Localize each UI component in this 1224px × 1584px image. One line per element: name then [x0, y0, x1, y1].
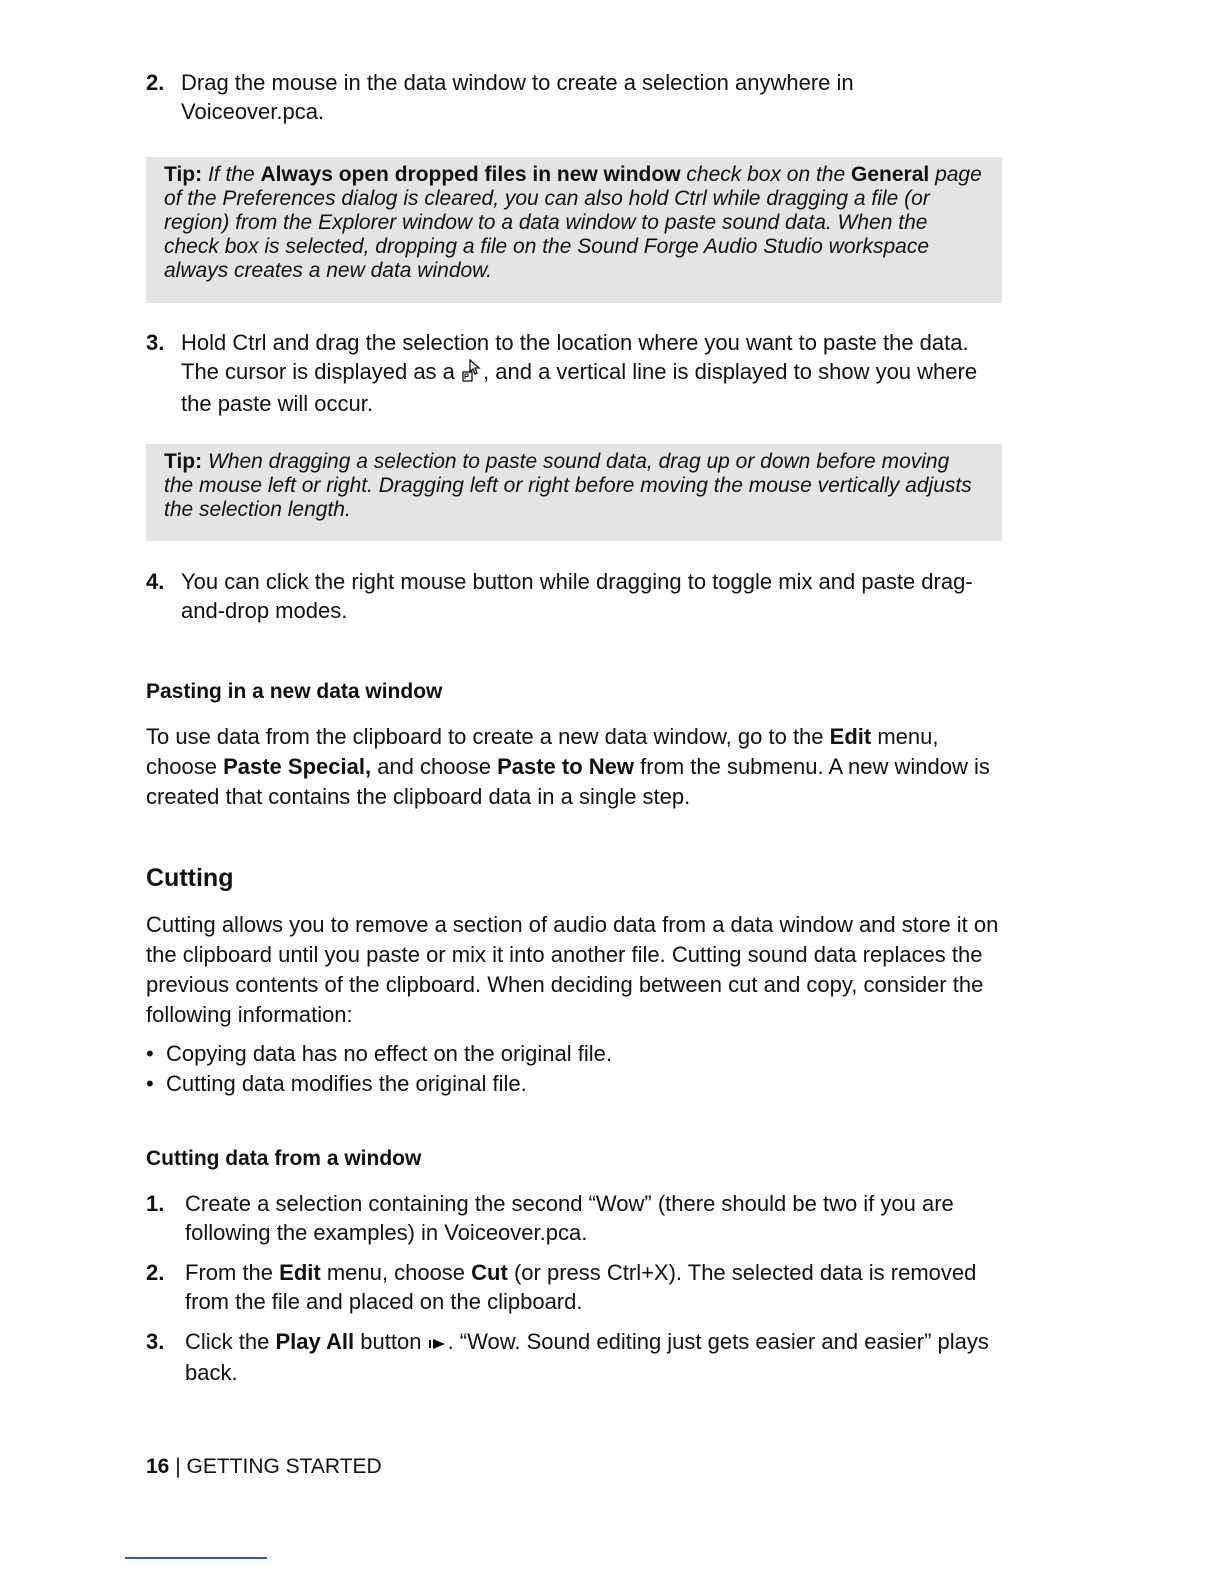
footer-section: GETTING STARTED: [186, 1455, 382, 1478]
step-text: Click the: [185, 1329, 270, 1354]
play-all-icon: [428, 1329, 448, 1358]
bold-text: Play All: [275, 1329, 355, 1354]
step-text: menu, choose: [326, 1260, 466, 1285]
step-3-hold-ctrl: [146, 328, 1006, 418]
step-text: From the: [185, 1260, 274, 1285]
step-1-create-selection: [146, 1189, 1006, 1247]
step-text: Create a selection containing the second “Wow” (there should be two if you are: [185, 1191, 954, 1216]
footer-separator: |: [169, 1455, 187, 1478]
step-number: 3.: [146, 330, 165, 355]
step-text: Hold Ctrl and drag the selection to the location where you want to paste the data.: [181, 330, 969, 355]
tip-label: Tip:: [164, 450, 203, 473]
step-text: Voiceover.pca.: [181, 99, 325, 124]
paste-cursor-icon: [461, 358, 483, 389]
tip-text: If the: [207, 163, 255, 186]
bold-text: Paste to New: [497, 754, 635, 779]
step-text: from the file and placed on the clipboard.: [185, 1289, 583, 1314]
tip-label: Tip:: [164, 163, 203, 186]
section-subheading: Cutting data from a window: [146, 1147, 422, 1170]
step-text: back.: [185, 1359, 238, 1385]
bold-text: Edit: [279, 1260, 321, 1285]
tip-text: page of the Preferences dialog is cleared, you can also hold Ctrl while dragging a file (or region) from the Explorer window to a data window to paste sound data. When the check box is selected, dropping a file on the Sound Forge Audio Studio workspace always creates a new data window.: [164, 163, 982, 282]
step-number: 2.: [146, 70, 165, 95]
step-number: 2.: [146, 1260, 165, 1285]
tip-bold: Always open dropped files in new window: [260, 163, 681, 186]
step-number: 1.: [146, 1191, 165, 1216]
text: created that contains the clipboard data in a single step.: [146, 784, 691, 809]
text: from the submenu. A new window is: [640, 754, 990, 779]
step-text: and-drop modes.: [181, 598, 348, 623]
step-text: The cursor is displayed as a: [181, 359, 455, 384]
paragraph: [146, 722, 1006, 812]
tip-text: check box on the: [686, 163, 846, 186]
step-text: button: [360, 1329, 422, 1354]
bullet-text: Cutting data modifies the original file.: [166, 1071, 527, 1096]
step-text: . “Wow. Sound editing just gets easier and easier” plays: [447, 1329, 989, 1354]
step-3-play-all: [146, 1327, 1006, 1387]
footer-rule: [125, 1557, 267, 1559]
paragraph: Cutting allows you to remove a section of audio data from a data window and store it on the clipboard until you paste or mix it into another file. Cutting sound data replaces the previous contents of the clipboard. When deciding between cut and copy, consider the following information:: [146, 912, 999, 1027]
text: menu,: [877, 724, 939, 749]
bullet-text: Copying data has no effect on the original file.: [166, 1041, 613, 1066]
tip-box: [146, 444, 1002, 541]
step-number: 4.: [146, 569, 165, 594]
step-text: Drag the mouse in the data window to create a selection anywhere in: [181, 70, 854, 95]
step-text: following the examples) in Voiceover.pca.: [185, 1220, 588, 1245]
tip-text: When dragging a selection to paste sound data, drag up or down before moving the mouse left or right. Dragging left or right before moving the mouse vertically adjusts the selection length.: [164, 450, 972, 521]
bold-text: Paste Special,: [223, 754, 372, 779]
step-number: 3.: [146, 1329, 165, 1354]
text: choose: [146, 754, 217, 779]
bold-text: Cut: [471, 1260, 508, 1285]
step-text: (or press Ctrl+X). The selected data is removed: [513, 1260, 977, 1285]
section-heading: Cutting: [146, 864, 234, 892]
section-subheading: Pasting in a new data window: [146, 680, 443, 703]
step-text: the paste will occur.: [181, 390, 373, 416]
text: and choose: [377, 754, 491, 779]
page-footer: [146, 1455, 382, 1479]
tip-bold: General: [851, 163, 930, 186]
bold-text: Edit: [829, 724, 872, 749]
tip-box: [146, 157, 1002, 303]
step-text: You can click the right mouse button while dragging to toggle mix and paste drag-: [181, 569, 973, 594]
bullet-item: • Cutting data modifies the original file.: [146, 1071, 527, 1096]
text: To use data from the clipboard to create a new data window, go to the: [146, 724, 824, 749]
step-2-cut: [146, 1258, 1006, 1316]
page-number: 16: [146, 1455, 170, 1478]
step-text: , and a vertical line is displayed to show you where: [483, 359, 978, 384]
bullet-item: • Copying data has no effect on the original file.: [146, 1041, 613, 1066]
step-4-right-click: [146, 567, 1006, 625]
step-2-drag: [146, 68, 1006, 126]
